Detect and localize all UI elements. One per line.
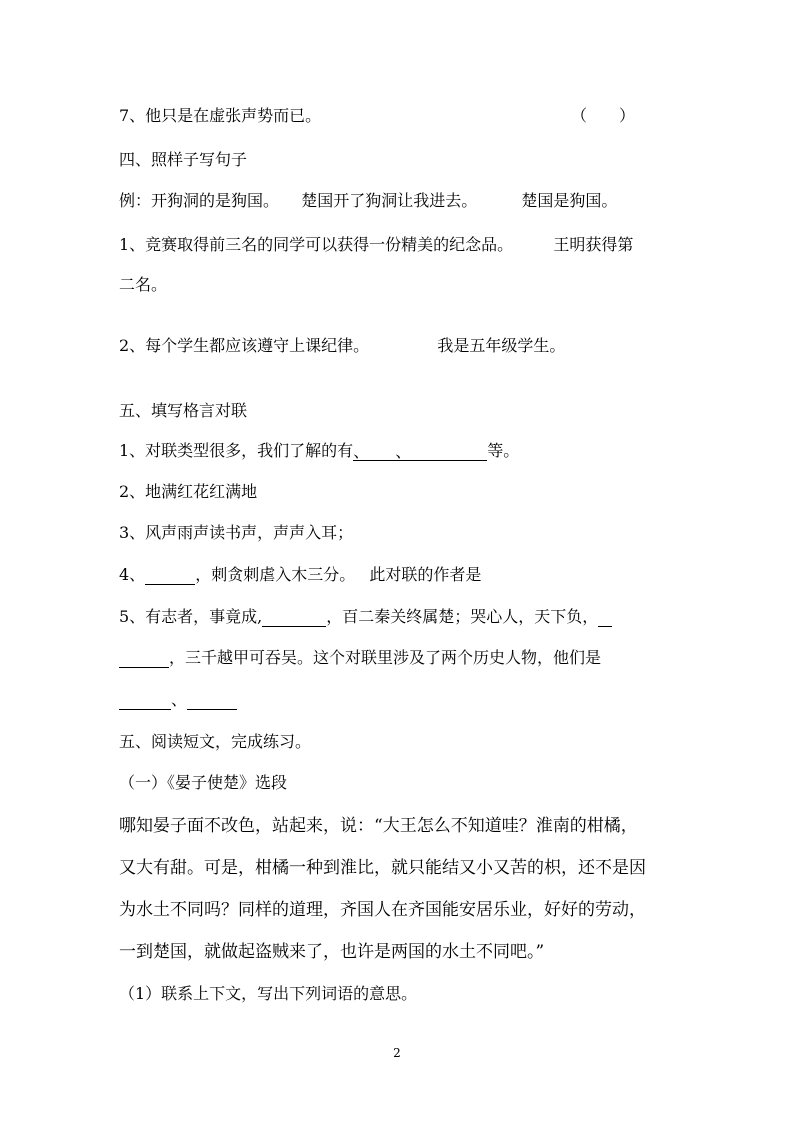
fill-blank[interactable]: [119, 649, 169, 668]
question-6-1: （1）联系上下文，写出下列词语的意思。: [119, 984, 418, 1003]
couplet-item-5-text-b: ，百二秦关终属楚；哭心人，天下负，: [326, 607, 599, 626]
item-2-sentence-a: 2、每个学生都应该遵守上课纪律。: [119, 336, 370, 355]
fill-blank[interactable]: [353, 442, 395, 461]
section-6-subtitle: （一）《晏子使楚》选段: [119, 773, 288, 792]
section-5-item-5-cont: [119, 648, 601, 668]
couplet-item-4-text: ，刺贪刺虐入木三分。: [195, 565, 356, 584]
section-5-title: 五、填写格言对联: [119, 401, 248, 420]
section-4-item-1: [119, 235, 633, 255]
section-5-item-3: 3、风声雨声读书声，声声入耳；: [119, 523, 354, 542]
section-5-item-1: [119, 441, 519, 461]
section-6-title: 五、阅读短文，完成练习。: [119, 732, 312, 751]
fill-blank[interactable]: [187, 691, 237, 710]
fill-blank[interactable]: [262, 608, 326, 627]
section-5-item-4: [119, 565, 481, 585]
answer-parentheses: （ ）: [571, 106, 636, 125]
couplet-item-5-text-a: 5、有志者，事竟成,: [119, 607, 263, 626]
couplet-item-5-text-c: ，三千越甲可吞吴。这个对联里涉及了两个历史人物，他们是: [169, 648, 602, 667]
blank-separator: 、: [353, 442, 370, 461]
page-number: 2: [393, 1046, 401, 1060]
passage-line-2: 又大有甜。可是，柑橘一种到淮比，就只能结又小又苦的枳，还不是因: [119, 858, 646, 878]
couplet-item-4-number: 4、: [119, 565, 146, 584]
section-4-example: [119, 191, 617, 211]
item-2-sentence-b: 我是五年级学生。: [437, 336, 566, 355]
item-1-sentence-a: 1、竞赛取得前三名的同学可以获得一份精美的纪念品。: [119, 235, 514, 254]
section-5-item-5: [119, 607, 612, 627]
fill-blank[interactable]: [145, 566, 195, 585]
fill-blank[interactable]: [598, 608, 612, 627]
passage-line-3: 为水土不同吗？同样的道理，齐国人在齐国能安居乐业，好好的劳动，: [119, 900, 646, 920]
example-sentence-b: 楚国开了狗洞让我进去。: [301, 191, 478, 210]
passage-line-1: 哪知晏子面不改色，站起来，说：“大王怎么不知道哇？淮南的柑橘，: [119, 816, 638, 836]
example-sentence-c: 楚国是狗国。: [521, 191, 618, 210]
couplet-item-1-text: 1、对联类型很多，我们了解的有: [119, 441, 354, 460]
fill-blank[interactable]: [395, 442, 437, 461]
section-4-item-2: [119, 336, 565, 356]
example-sentence-a: 例：开狗洞的是狗国。: [119, 191, 280, 210]
blank-separator: 、: [395, 442, 412, 461]
couplet-item-1-end: 等。: [487, 441, 520, 460]
question-7: [119, 106, 639, 126]
section-5-item-2: 2、地满红花红满地: [119, 482, 258, 501]
section-5-item-5-names: [119, 690, 237, 710]
section-4-item-1-cont: 二名。: [119, 275, 168, 294]
fill-blank[interactable]: [437, 442, 487, 461]
passage-line-4: 一到楚国，就做起盗贼来了，也许是两国的水土不同吧。”: [119, 942, 545, 962]
item-1-sentence-b: 王明获得第: [553, 235, 634, 254]
blank-separator: 、: [171, 690, 188, 709]
section-4-title: 四、照样子写句子: [119, 150, 248, 169]
question-7-text: 7、他只是在虚张声势而已。: [119, 106, 322, 125]
fill-blank[interactable]: [119, 691, 171, 710]
couplet-item-4-question: 此对联的作者是: [369, 565, 482, 584]
